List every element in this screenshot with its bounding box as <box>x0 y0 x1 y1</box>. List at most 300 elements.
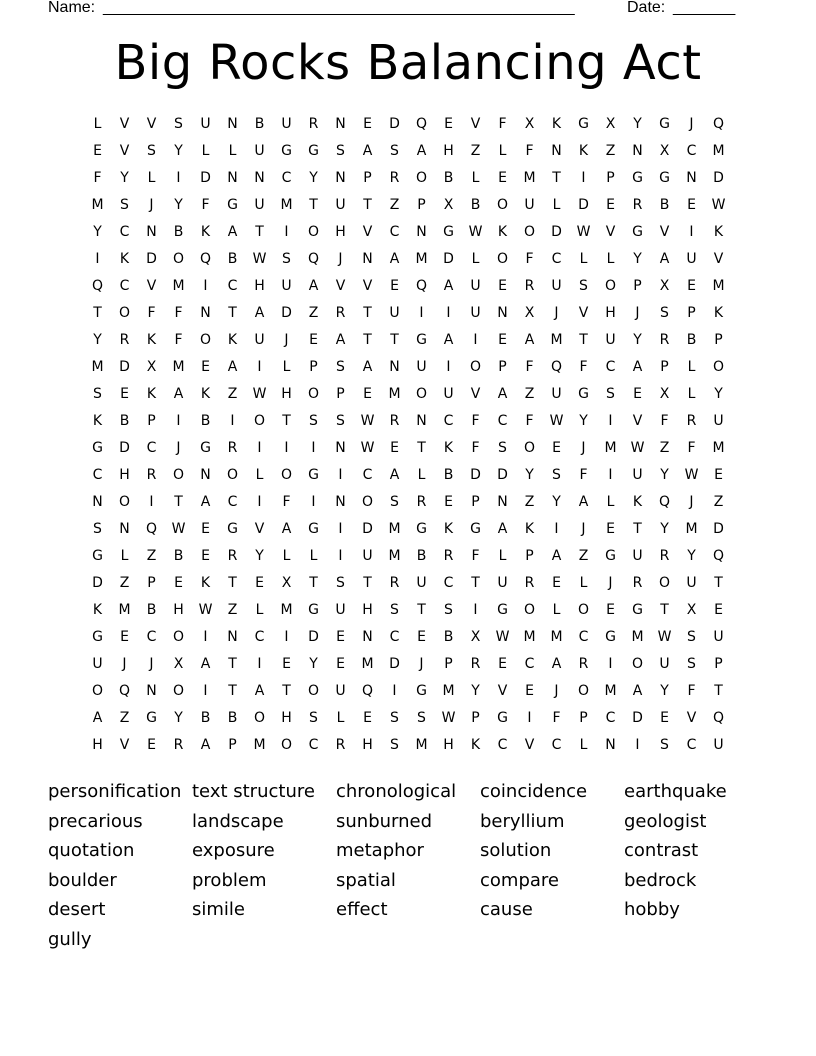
grid-letter[interactable]: G <box>416 521 427 537</box>
grid-letter[interactable]: U <box>686 575 697 591</box>
grid-letter[interactable]: Z <box>227 602 238 618</box>
grid-letter[interactable]: B <box>443 467 454 483</box>
grid-letter[interactable]: Q <box>415 278 428 294</box>
grid-letter[interactable]: K <box>443 440 454 456</box>
grid-letter[interactable]: R <box>659 332 670 348</box>
grid-letter[interactable]: U <box>389 305 400 321</box>
grid-letter[interactable]: A <box>227 359 238 375</box>
grid-letter[interactable]: O <box>415 386 428 402</box>
grid-letter[interactable]: T <box>363 305 372 321</box>
grid-letter[interactable]: P <box>714 332 723 348</box>
grid-letter[interactable]: X <box>524 116 535 132</box>
grid-letter[interactable]: I <box>338 548 343 564</box>
grid-letter[interactable]: M <box>91 197 104 213</box>
grid-letter[interactable]: U <box>713 629 724 645</box>
grid-letter[interactable]: C <box>497 737 508 753</box>
grid-letter[interactable]: N <box>686 170 697 186</box>
grid-letter[interactable]: U <box>335 602 346 618</box>
grid-letter[interactable]: O <box>577 683 590 699</box>
grid-letter[interactable]: F <box>93 170 102 186</box>
grid-letter[interactable]: P <box>579 710 588 726</box>
grid-letter[interactable]: L <box>687 386 696 402</box>
grid-letter[interactable]: F <box>579 359 588 375</box>
grid-letter[interactable]: J <box>581 440 586 456</box>
grid-letter[interactable]: M <box>280 602 293 618</box>
grid-letter[interactable]: B <box>119 413 130 429</box>
grid-letter[interactable]: M <box>604 683 617 699</box>
grid-letter[interactable]: T <box>417 440 426 456</box>
grid-letter[interactable]: O <box>172 251 185 267</box>
grid-letter[interactable]: D <box>470 467 481 483</box>
grid-letter[interactable]: M <box>172 278 185 294</box>
grid-letter[interactable]: S <box>309 710 318 726</box>
grid-letter[interactable]: F <box>687 440 696 456</box>
grid-letter[interactable]: D <box>146 251 157 267</box>
grid-letter[interactable]: I <box>257 656 262 672</box>
grid-letter[interactable]: Z <box>713 494 724 510</box>
grid-letter[interactable]: T <box>255 224 264 240</box>
grid-letter[interactable]: F <box>579 467 588 483</box>
grid-letter[interactable]: E <box>363 116 372 132</box>
grid-letter[interactable]: J <box>554 683 559 699</box>
grid-letter[interactable]: E <box>444 116 453 132</box>
grid-letter[interactable]: P <box>147 413 156 429</box>
grid-letter[interactable]: G <box>605 629 616 645</box>
grid-letter[interactable]: O <box>91 683 104 699</box>
grid-letter[interactable]: I <box>581 170 586 186</box>
grid-letter[interactable]: A <box>200 656 211 672</box>
grid-letter[interactable]: G <box>470 521 481 537</box>
grid-letter[interactable]: I <box>257 359 262 375</box>
grid-letter[interactable]: K <box>146 332 157 348</box>
grid-letter[interactable]: F <box>471 548 480 564</box>
grid-letter[interactable]: N <box>335 494 346 510</box>
grid-letter[interactable]: F <box>174 305 183 321</box>
grid-letter[interactable]: O <box>415 170 428 186</box>
grid-letter[interactable]: P <box>633 278 642 294</box>
grid-letter[interactable]: N <box>119 521 130 537</box>
grid-letter[interactable]: I <box>689 224 694 240</box>
grid-letter[interactable]: E <box>363 710 372 726</box>
grid-letter[interactable]: P <box>525 548 534 564</box>
grid-letter[interactable]: X <box>443 197 454 213</box>
grid-letter[interactable]: S <box>552 467 561 483</box>
grid-letter[interactable]: R <box>389 170 400 186</box>
grid-letter[interactable]: N <box>200 467 211 483</box>
grid-letter[interactable]: P <box>228 737 237 753</box>
grid-letter[interactable]: B <box>227 710 238 726</box>
grid-letter[interactable]: Y <box>660 467 669 483</box>
grid-letter[interactable]: S <box>390 494 399 510</box>
grid-letter[interactable]: C <box>605 359 616 375</box>
grid-letter[interactable]: T <box>714 575 723 591</box>
grid-letter[interactable]: S <box>147 143 156 159</box>
grid-letter[interactable]: O <box>226 467 239 483</box>
grid-letter[interactable]: G <box>443 224 454 240</box>
grid-letter[interactable]: V <box>119 737 130 753</box>
grid-letter[interactable]: T <box>579 332 588 348</box>
grid-letter[interactable]: X <box>524 305 535 321</box>
grid-letter[interactable]: R <box>146 467 157 483</box>
grid-letter[interactable]: V <box>254 521 265 537</box>
grid-letter[interactable]: G <box>416 683 427 699</box>
grid-letter[interactable]: Q <box>118 683 131 699</box>
grid-letter[interactable]: S <box>687 629 696 645</box>
grid-letter[interactable]: Q <box>307 251 320 267</box>
grid-letter[interactable]: E <box>309 332 318 348</box>
grid-letter[interactable]: Y <box>579 413 588 429</box>
grid-letter[interactable]: C <box>308 737 319 753</box>
grid-letter[interactable]: A <box>281 521 292 537</box>
grid-letter[interactable]: P <box>471 710 480 726</box>
grid-letter[interactable]: A <box>659 251 670 267</box>
grid-letter[interactable]: Y <box>525 467 534 483</box>
grid-letter[interactable]: A <box>362 143 373 159</box>
grid-letter[interactable]: A <box>578 494 589 510</box>
grid-letter[interactable]: U <box>254 143 265 159</box>
grid-letter[interactable]: L <box>579 575 588 591</box>
grid-letter[interactable]: F <box>471 413 480 429</box>
grid-letter[interactable]: E <box>147 737 156 753</box>
grid-letter[interactable]: S <box>174 116 183 132</box>
grid-letter[interactable]: P <box>660 359 669 375</box>
grid-letter[interactable]: G <box>632 224 643 240</box>
grid-letter[interactable]: C <box>227 494 238 510</box>
grid-letter[interactable]: U <box>497 575 508 591</box>
grid-letter[interactable]: C <box>362 467 373 483</box>
grid-letter[interactable]: I <box>149 494 154 510</box>
grid-letter[interactable]: A <box>308 278 319 294</box>
grid-letter[interactable]: Z <box>470 143 481 159</box>
grid-letter[interactable]: N <box>227 116 238 132</box>
grid-letter[interactable]: L <box>282 548 291 564</box>
grid-letter[interactable]: M <box>712 278 725 294</box>
grid-letter[interactable]: U <box>551 278 562 294</box>
grid-letter[interactable]: V <box>362 278 373 294</box>
grid-letter[interactable]: M <box>280 197 293 213</box>
grid-letter[interactable]: U <box>254 332 265 348</box>
grid-letter[interactable]: E <box>633 386 642 402</box>
grid-letter[interactable]: I <box>473 332 478 348</box>
grid-letter[interactable]: U <box>470 305 481 321</box>
grid-letter[interactable]: S <box>336 413 345 429</box>
grid-letter[interactable]: G <box>146 710 157 726</box>
grid-letter[interactable]: S <box>336 143 345 159</box>
grid-letter[interactable]: C <box>227 278 238 294</box>
grid-letter[interactable]: U <box>551 386 562 402</box>
grid-letter[interactable]: I <box>311 440 316 456</box>
grid-letter[interactable]: K <box>551 116 562 132</box>
grid-letter[interactable]: J <box>689 494 694 510</box>
grid-letter[interactable]: J <box>608 575 613 591</box>
grid-letter[interactable]: E <box>525 683 534 699</box>
grid-letter[interactable]: L <box>147 170 156 186</box>
grid-letter[interactable]: T <box>228 683 237 699</box>
grid-letter[interactable]: A <box>551 656 562 672</box>
grid-letter[interactable]: O <box>199 332 212 348</box>
grid-letter[interactable]: C <box>686 737 697 753</box>
grid-letter[interactable]: A <box>551 548 562 564</box>
date-field-line[interactable]: _______ <box>673 0 736 16</box>
grid-letter[interactable]: T <box>174 494 183 510</box>
grid-letter[interactable]: M <box>523 170 536 186</box>
grid-letter[interactable]: P <box>471 494 480 510</box>
grid-letter[interactable]: E <box>390 278 399 294</box>
grid-letter[interactable]: Y <box>471 683 480 699</box>
grid-letter[interactable]: Y <box>174 197 183 213</box>
grid-letter[interactable]: K <box>578 143 589 159</box>
grid-letter[interactable]: E <box>714 602 723 618</box>
grid-letter[interactable]: D <box>308 629 319 645</box>
grid-letter[interactable]: C <box>497 413 508 429</box>
grid-letter[interactable]: W <box>576 224 591 240</box>
grid-letter[interactable]: A <box>443 332 454 348</box>
grid-letter[interactable]: R <box>443 548 454 564</box>
grid-letter[interactable]: E <box>606 602 615 618</box>
grid-letter[interactable]: D <box>389 656 400 672</box>
grid-letter[interactable]: D <box>92 575 103 591</box>
grid-letter[interactable]: B <box>146 602 157 618</box>
grid-letter[interactable]: G <box>578 116 589 132</box>
grid-letter[interactable]: M <box>685 521 698 537</box>
grid-letter[interactable]: Z <box>605 143 616 159</box>
grid-letter[interactable]: B <box>173 224 184 240</box>
grid-letter[interactable]: R <box>389 575 400 591</box>
grid-letter[interactable]: G <box>200 440 211 456</box>
grid-letter[interactable]: G <box>308 521 319 537</box>
grid-letter[interactable]: N <box>200 305 211 321</box>
grid-letter[interactable]: A <box>524 332 535 348</box>
grid-letter[interactable]: S <box>282 251 291 267</box>
grid-letter[interactable]: O <box>523 224 536 240</box>
grid-letter[interactable]: C <box>524 656 535 672</box>
grid-letter[interactable]: A <box>335 332 346 348</box>
grid-letter[interactable]: Z <box>659 440 670 456</box>
grid-letter[interactable]: V <box>470 116 481 132</box>
grid-letter[interactable]: B <box>443 170 454 186</box>
grid-letter[interactable]: M <box>361 656 374 672</box>
grid-letter[interactable]: C <box>605 710 616 726</box>
grid-letter[interactable]: M <box>91 359 104 375</box>
grid-letter[interactable]: M <box>712 440 725 456</box>
grid-letter[interactable]: F <box>552 710 561 726</box>
grid-letter[interactable]: C <box>389 224 400 240</box>
grid-letter[interactable]: F <box>525 251 534 267</box>
grid-letter[interactable]: Q <box>415 116 428 132</box>
grid-letter[interactable]: N <box>146 683 157 699</box>
grid-letter[interactable]: M <box>388 521 401 537</box>
grid-letter[interactable]: Z <box>524 386 535 402</box>
grid-letter[interactable]: N <box>92 494 103 510</box>
grid-letter[interactable]: R <box>524 278 535 294</box>
grid-letter[interactable]: A <box>200 737 211 753</box>
grid-letter[interactable]: C <box>281 170 292 186</box>
grid-letter[interactable]: O <box>172 467 185 483</box>
grid-letter[interactable]: G <box>497 710 508 726</box>
grid-letter[interactable]: O <box>172 629 185 645</box>
grid-letter[interactable]: O <box>577 602 590 618</box>
grid-letter[interactable]: G <box>308 467 319 483</box>
grid-letter[interactable]: X <box>659 143 670 159</box>
grid-letter[interactable]: A <box>173 386 184 402</box>
grid-letter[interactable]: I <box>527 710 532 726</box>
grid-letter[interactable]: U <box>92 656 103 672</box>
grid-letter[interactable]: R <box>632 197 643 213</box>
grid-letter[interactable]: A <box>254 305 265 321</box>
grid-letter[interactable]: N <box>227 170 238 186</box>
grid-letter[interactable]: Q <box>658 494 671 510</box>
grid-letter[interactable]: M <box>604 440 617 456</box>
grid-letter[interactable]: Y <box>174 143 183 159</box>
grid-letter[interactable]: L <box>93 116 102 132</box>
grid-letter[interactable]: K <box>470 737 481 753</box>
grid-letter[interactable]: E <box>174 575 183 591</box>
grid-letter[interactable]: J <box>338 251 343 267</box>
grid-letter[interactable]: U <box>470 278 481 294</box>
grid-letter[interactable]: C <box>92 467 103 483</box>
grid-letter[interactable]: S <box>579 278 588 294</box>
grid-letter[interactable]: I <box>446 305 451 321</box>
grid-letter[interactable]: E <box>201 548 210 564</box>
grid-letter[interactable]: E <box>120 629 129 645</box>
grid-letter[interactable]: F <box>282 494 291 510</box>
grid-letter[interactable]: S <box>444 602 453 618</box>
grid-letter[interactable]: I <box>608 413 613 429</box>
grid-letter[interactable]: R <box>335 305 346 321</box>
grid-letter[interactable]: W <box>630 440 645 456</box>
grid-letter[interactable]: W <box>252 251 267 267</box>
grid-letter[interactable]: Y <box>633 251 642 267</box>
grid-letter[interactable]: B <box>254 116 265 132</box>
grid-letter[interactable]: T <box>363 332 372 348</box>
grid-letter[interactable]: I <box>635 737 640 753</box>
grid-letter[interactable]: U <box>524 197 535 213</box>
grid-letter[interactable]: D <box>551 224 562 240</box>
name-field-line[interactable]: _____________________________________________________ <box>103 0 575 16</box>
grid-letter[interactable]: Y <box>633 116 642 132</box>
grid-letter[interactable]: L <box>336 710 345 726</box>
grid-letter[interactable]: G <box>92 629 103 645</box>
grid-letter[interactable]: Q <box>550 359 563 375</box>
grid-letter[interactable]: A <box>497 521 508 537</box>
grid-letter[interactable]: U <box>659 656 670 672</box>
grid-letter[interactable]: M <box>631 629 644 645</box>
grid-letter[interactable]: O <box>118 494 131 510</box>
grid-letter[interactable]: O <box>280 737 293 753</box>
grid-letter[interactable]: M <box>172 359 185 375</box>
grid-letter[interactable]: M <box>550 629 563 645</box>
grid-letter[interactable]: A <box>254 683 265 699</box>
grid-letter[interactable]: Y <box>309 170 318 186</box>
grid-letter[interactable]: D <box>497 467 508 483</box>
grid-letter[interactable]: N <box>497 494 508 510</box>
grid-letter[interactable]: H <box>362 602 373 618</box>
grid-letter[interactable]: E <box>498 332 507 348</box>
grid-letter[interactable]: M <box>388 548 401 564</box>
grid-letter[interactable]: S <box>660 737 669 753</box>
grid-letter[interactable]: B <box>470 197 481 213</box>
grid-letter[interactable]: U <box>713 737 724 753</box>
grid-letter[interactable]: X <box>605 116 616 132</box>
grid-letter[interactable]: G <box>632 602 643 618</box>
grid-letter[interactable]: T <box>363 197 372 213</box>
grid-letter[interactable]: Y <box>309 656 318 672</box>
grid-letter[interactable]: R <box>686 413 697 429</box>
grid-letter[interactable]: C <box>686 143 697 159</box>
grid-letter[interactable]: J <box>284 332 289 348</box>
grid-letter[interactable]: O <box>496 197 509 213</box>
grid-letter[interactable]: K <box>200 224 211 240</box>
grid-letter[interactable]: V <box>146 116 157 132</box>
grid-letter[interactable]: P <box>714 656 723 672</box>
grid-letter[interactable]: U <box>335 683 346 699</box>
grid-letter[interactable]: K <box>497 224 508 240</box>
grid-letter[interactable]: K <box>92 413 103 429</box>
grid-letter[interactable]: G <box>416 332 427 348</box>
grid-letter[interactable]: Q <box>712 548 725 564</box>
grid-letter[interactable]: K <box>119 251 130 267</box>
grid-letter[interactable]: O <box>496 251 509 267</box>
grid-letter[interactable]: X <box>470 629 481 645</box>
grid-letter[interactable]: N <box>605 737 616 753</box>
grid-letter[interactable]: E <box>120 386 129 402</box>
grid-letter[interactable]: C <box>578 629 589 645</box>
grid-letter[interactable]: T <box>93 305 102 321</box>
grid-letter[interactable]: C <box>551 251 562 267</box>
grid-letter[interactable]: G <box>308 602 319 618</box>
grid-letter[interactable]: C <box>443 413 454 429</box>
grid-letter[interactable]: H <box>281 386 292 402</box>
grid-letter[interactable]: T <box>714 683 723 699</box>
grid-letter[interactable]: I <box>230 413 235 429</box>
grid-letter[interactable]: K <box>146 386 157 402</box>
grid-letter[interactable]: S <box>606 386 615 402</box>
grid-letter[interactable]: R <box>227 548 238 564</box>
grid-letter[interactable]: I <box>257 494 262 510</box>
grid-letter[interactable]: S <box>498 440 507 456</box>
grid-letter[interactable]: S <box>687 656 696 672</box>
grid-letter[interactable]: K <box>713 224 724 240</box>
grid-letter[interactable]: W <box>360 413 375 429</box>
grid-letter[interactable]: G <box>308 143 319 159</box>
grid-letter[interactable]: N <box>497 305 508 321</box>
grid-letter[interactable]: K <box>524 521 535 537</box>
grid-letter[interactable]: W <box>549 413 564 429</box>
grid-letter[interactable]: Z <box>119 710 130 726</box>
grid-letter[interactable]: I <box>554 521 559 537</box>
grid-letter[interactable]: Z <box>146 548 157 564</box>
grid-letter[interactable]: O <box>307 224 320 240</box>
grid-letter[interactable]: G <box>605 548 616 564</box>
grid-letter[interactable]: D <box>119 440 130 456</box>
grid-letter[interactable]: X <box>146 359 157 375</box>
grid-letter[interactable]: F <box>660 413 669 429</box>
grid-letter[interactable]: C <box>551 737 562 753</box>
grid-letter[interactable]: I <box>284 224 289 240</box>
grid-letter[interactable]: Z <box>524 494 535 510</box>
grid-letter[interactable]: F <box>471 440 480 456</box>
grid-letter[interactable]: I <box>608 467 613 483</box>
grid-letter[interactable]: T <box>309 575 318 591</box>
grid-letter[interactable]: O <box>604 278 617 294</box>
grid-letter[interactable]: J <box>635 305 640 321</box>
grid-letter[interactable]: V <box>362 224 373 240</box>
grid-letter[interactable]: L <box>228 143 237 159</box>
grid-letter[interactable]: L <box>498 548 507 564</box>
grid-letter[interactable]: E <box>444 494 453 510</box>
grid-letter[interactable]: T <box>228 305 237 321</box>
grid-letter[interactable]: C <box>146 440 157 456</box>
